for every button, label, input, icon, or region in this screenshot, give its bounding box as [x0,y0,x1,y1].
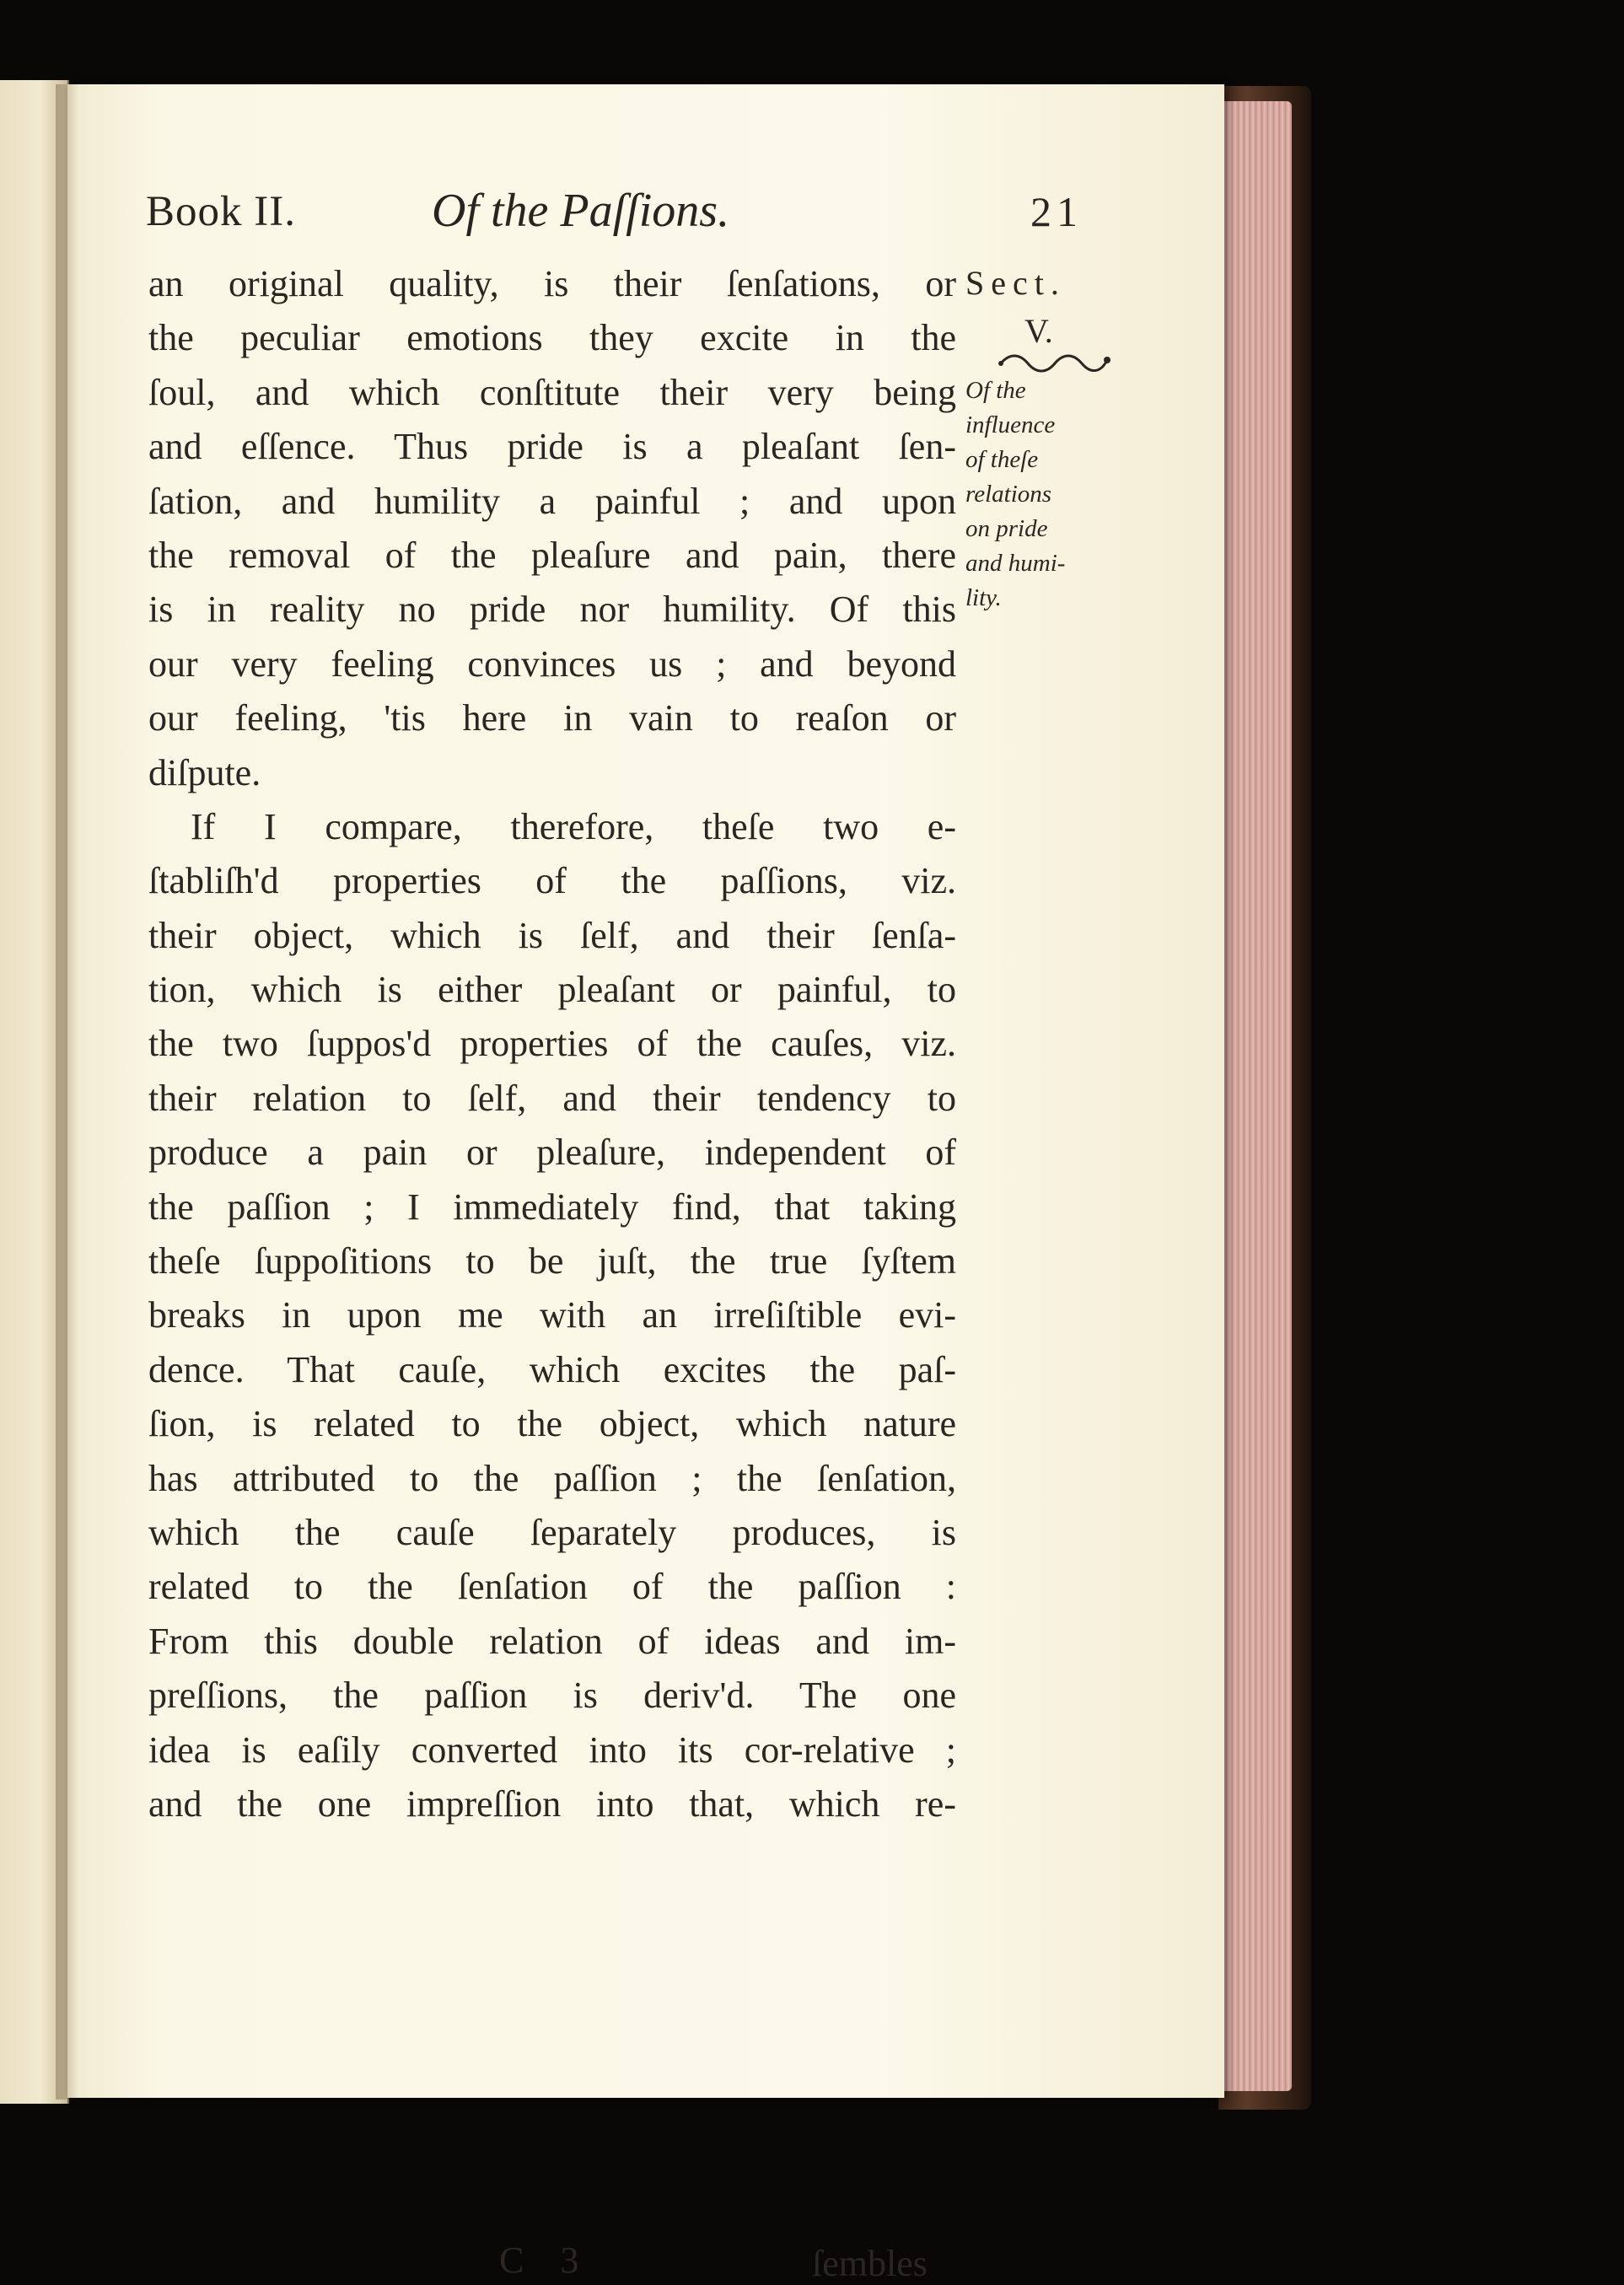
text-line: ſtabliſh'd properties of the paſſions, viz. [148,860,956,902]
sidenote-line: and humi- [965,550,1066,577]
sidenote-line: on pride [965,515,1048,542]
header-book-label: Book II. [146,188,296,235]
text-line: has attributed to the paſſion ; the ſenſation, [148,1457,956,1499]
text-line: their relation to ſelf, and their tendency to [148,1077,956,1119]
text-line: which the cauſe ſeparately produces, is [148,1511,956,1553]
header-title: Of the Paſſions. [432,185,730,237]
page-number: 21 [1030,188,1083,235]
text-line: preſſions, the paſſion is deriv'd. The one [148,1675,956,1717]
text-line: theſe ſuppoſitions to be juſt, the true ſyſtem [148,1240,956,1282]
body-text [148,257,956,1831]
text-line: ſion, is related to the object, which nature [148,1403,956,1445]
flourish-ornament-icon [996,352,1114,374]
text-line: the peculiar emotions they excite in the [148,317,956,359]
text-line: If I compare, therefore, theſe two e- [191,805,956,847]
gutter-shadow [56,84,79,2100]
text-line: our feeling, 'tis here in vain to reaſon or [148,697,956,739]
sidenote-line: of theſe [965,446,1039,473]
text-line: tion, which is either pleaſant or painful, to [148,969,956,1011]
text-line: From this double relation of ideas and im- [148,1620,956,1662]
text-line: and the one impreſſion into that, which re- [148,1782,956,1825]
text-line: idea is eaſily converted into its cor-relative ; [148,1729,956,1771]
text-line: related to the ſenſation of the paſſion : [148,1566,956,1608]
text-line: the removal of the pleaſure and pain, there [148,534,956,576]
sidenote-line: influence [965,411,1056,438]
text-line: is in reality no pride nor humility. Of this [148,589,956,631]
sidenote-line: relations [965,481,1052,508]
sidenote-line: Of the [965,377,1026,404]
catchword: ſembles [812,2243,928,2284]
text-line: ſoul, and which conſtitute their very being [148,371,956,413]
text-line: the paſſion ; I immediately find, that taking [148,1186,956,1228]
text-line: breaks in upon me with an irreſiſtible evi- [148,1294,956,1336]
section-number: V. [1024,312,1053,350]
signature-mark: C 3 [499,2239,593,2281]
text-line: ſation, and humility a painful ; and upon [148,480,956,522]
text-line: produce a pain or pleaſure, independent of [148,1132,956,1174]
text-line: an original quality, is their ſenſations, or [148,263,956,304]
running-header [0,187,1624,255]
text-line: their object, which is ſelf, and their ſenſa- [148,914,956,956]
text-line: and eſſence. Thus pride is a pleaſant ſen- [148,426,956,468]
text-line: dence. That cauſe, which excites the paſ- [148,1348,956,1390]
text-line: the two ſuppos'd properties of the cauſes, viz. [148,1023,956,1065]
sidenote-line: lity. [965,584,1002,611]
marginal-note [965,257,1117,616]
section-label: Sect. [965,264,1066,302]
text-line: our very feeling convinces us ; and beyond [148,642,956,685]
text-line: diſpute. [148,751,261,793]
